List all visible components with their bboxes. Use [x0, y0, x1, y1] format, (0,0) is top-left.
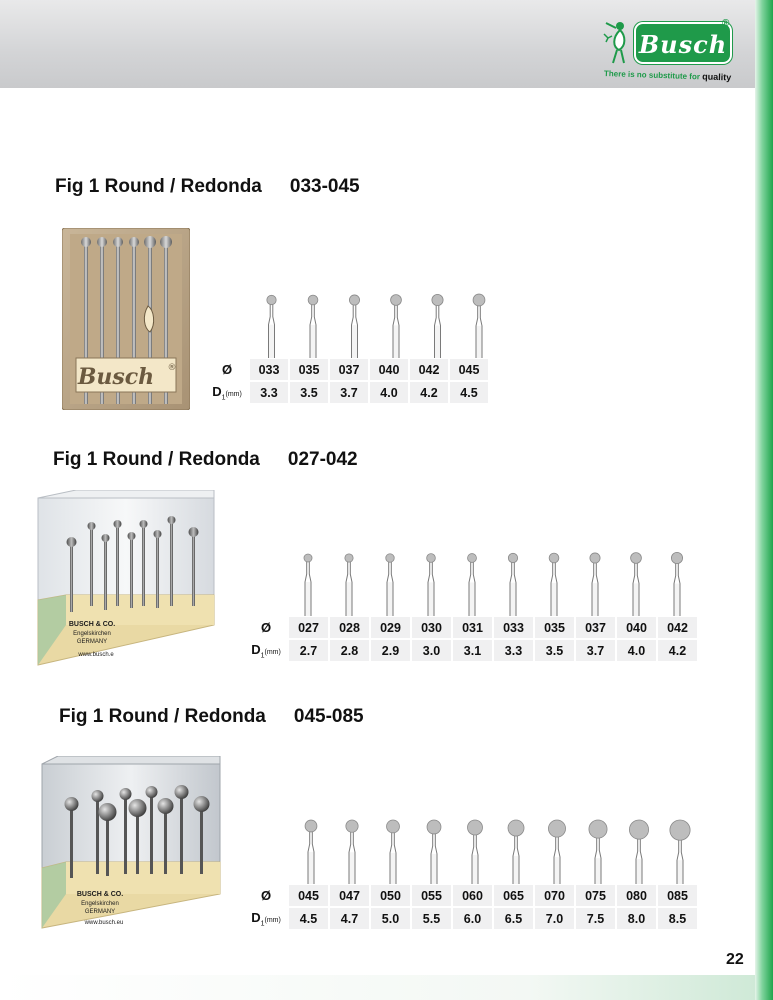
section-1-title-text: Fig 1 Round / Redonda: [55, 176, 262, 197]
bur-shank-fill: [308, 852, 313, 884]
size-row-label: Ø: [245, 885, 287, 906]
photo-label-country: GERMANY: [84, 909, 116, 915]
section-1-range: 033-045: [289, 176, 360, 197]
size-cell: 050: [371, 885, 410, 906]
bur-head: [427, 554, 436, 563]
bur-shank-fill: [435, 326, 440, 358]
section-3-range: 045-085: [293, 706, 364, 727]
bur-042: [671, 552, 682, 616]
bur-027: [304, 554, 312, 616]
bur-head: [670, 820, 690, 840]
bur-shank-fill: [677, 860, 682, 884]
photo-trademark: ®: [167, 363, 177, 373]
bur-head: [305, 820, 317, 832]
size-cell: 042: [658, 617, 697, 638]
size-row: [245, 617, 697, 638]
trademark-symbol: ®: [722, 18, 730, 29]
section-3-title: [59, 706, 364, 728]
bur-shank-fill: [393, 325, 398, 358]
bur-shank-fill: [346, 582, 351, 616]
photo-label-website: www.busch.e: [78, 652, 114, 658]
product-photo-display-box-1: [36, 490, 216, 666]
size-cell: 045: [289, 885, 328, 906]
photo-label-website: www.busch.eu: [84, 920, 124, 926]
brand-badge: [634, 22, 732, 64]
diameter-cell: 6.5: [494, 908, 533, 929]
diameter-cell: 3.5: [290, 382, 328, 403]
bur-diagram-row-1: [252, 280, 502, 358]
bur-head: [549, 553, 559, 563]
bur-shank-fill: [510, 583, 515, 616]
section-1-title: [55, 176, 360, 198]
page-header: [0, 0, 755, 88]
photo-label: Busch: [77, 364, 155, 390]
photo-label-country: GERMANY: [76, 639, 108, 645]
bur-shank-fill: [431, 854, 436, 884]
diameter-cell: 4.7: [330, 908, 369, 929]
diameter-row: [245, 640, 697, 661]
size-cell: 030: [412, 617, 451, 638]
tagline-prefix: There is no substitute for: [603, 69, 701, 82]
size-cell: 060: [453, 885, 492, 906]
bur-shank-fill: [674, 584, 679, 616]
size-cell: 033: [250, 359, 288, 380]
diameter-cell: 6.0: [453, 908, 492, 929]
diameter-cell: 4.5: [450, 382, 488, 403]
diameter-cell: 3.3: [250, 382, 288, 403]
diameter-cell: 3.3: [494, 640, 533, 661]
bur-head: [473, 294, 485, 306]
busch-logo: [600, 18, 750, 84]
size-row: [245, 885, 697, 906]
diameter-cell: 4.2: [658, 640, 697, 661]
bur-045: [305, 820, 317, 884]
section-2-title: [53, 449, 358, 471]
bur-shank-fill: [305, 582, 310, 616]
diameter-row: [206, 382, 488, 403]
bur-085: [670, 820, 690, 884]
bur-head: [304, 554, 312, 562]
diameter-cell: 5.0: [371, 908, 410, 929]
bur-head: [387, 820, 400, 833]
bur-047: [346, 820, 358, 884]
bur-060: [468, 820, 483, 884]
section-2-title-text: Fig 1 Round / Redonda: [53, 449, 260, 470]
bur-042: [432, 294, 443, 358]
bur-head: [346, 820, 358, 832]
bur-033: [267, 295, 276, 358]
bur-035: [308, 295, 318, 358]
photo-label-company: BUSCH & CO.: [76, 891, 124, 898]
bur-head: [629, 820, 648, 839]
size-cell: 031: [453, 617, 492, 638]
size-cell: 037: [576, 617, 615, 638]
diameter-row: [245, 908, 697, 929]
size-cell: 035: [535, 617, 574, 638]
bur-037: [349, 295, 359, 358]
diameter-cell: 4.2: [410, 382, 448, 403]
bur-head: [391, 295, 402, 306]
bur-shank-fill: [428, 582, 433, 616]
diameter-cell: 3.5: [535, 640, 574, 661]
diameter-cell: 7.0: [535, 908, 574, 929]
bur-shank-fill: [269, 325, 274, 358]
tagline-emphasis: quality: [702, 71, 732, 83]
tagline: [604, 68, 732, 82]
diameter-cell: 2.9: [371, 640, 410, 661]
size-cell: 055: [412, 885, 451, 906]
bur-head: [590, 553, 600, 563]
bur-head: [468, 554, 477, 563]
product-photo-display-box-2: [40, 756, 222, 930]
brand-name: Busch: [638, 30, 728, 59]
bur-head: [508, 553, 517, 562]
photo-label-city: Engelskirchen: [73, 631, 111, 637]
bur-shank-fill: [310, 325, 315, 358]
bur-055: [427, 820, 441, 884]
bur-shank-fill: [633, 583, 638, 616]
diameter-cell: 3.1: [453, 640, 492, 661]
diameter-cell: 3.0: [412, 640, 451, 661]
bur-shank-fill: [352, 325, 357, 358]
bur-head: [345, 554, 353, 562]
section-2-range: 027-042: [287, 449, 358, 470]
diameter-row-label: $D_1(mm)$: [245, 908, 287, 929]
product-photo-wooden-stand: [62, 228, 190, 410]
diameter-cell: 2.8: [330, 640, 369, 661]
side-stripe: [755, 0, 773, 1000]
bur-diagram-row-2: [290, 540, 710, 616]
bottom-bar: [0, 975, 755, 1000]
bur-head: [267, 295, 276, 304]
bur-080: [629, 820, 648, 884]
bur-head: [349, 295, 359, 305]
size-row-label: Ø: [206, 359, 248, 380]
diameter-cell: 8.5: [658, 908, 697, 929]
size-cell: 028: [330, 617, 369, 638]
photo-label-company: BUSCH & CO.: [68, 621, 116, 628]
bur-shank-fill: [390, 853, 395, 884]
bur-head: [508, 820, 524, 836]
size-cell: 075: [576, 885, 615, 906]
bur-head: [631, 553, 642, 564]
bur-diagram-row-3: [290, 808, 710, 884]
size-cell: 040: [617, 617, 656, 638]
bur-033: [508, 553, 517, 616]
bur-shank-fill: [349, 852, 354, 884]
spec-table-3: [243, 883, 699, 931]
diameter-row-label: $D_1(mm)$: [206, 382, 248, 403]
bur-045: [473, 294, 485, 358]
bur-head: [386, 554, 394, 562]
size-cell: 065: [494, 885, 533, 906]
bur-037: [590, 553, 600, 616]
photo-label-city: Engelskirchen: [81, 901, 119, 907]
diameter-cell: 3.7: [576, 640, 615, 661]
diameter-cell: 4.0: [617, 640, 656, 661]
bur-shank-fill: [592, 583, 597, 616]
bur-shank-fill: [595, 858, 600, 884]
bur-head: [468, 820, 483, 835]
bur-shank-fill: [636, 859, 641, 884]
diameter-cell: 3.7: [330, 382, 368, 403]
bur-shank-fill: [551, 583, 556, 616]
size-cell: 085: [658, 885, 697, 906]
bur-head: [548, 820, 565, 837]
size-cell: 029: [371, 617, 410, 638]
bur-040: [631, 553, 642, 616]
bur-shank-fill: [387, 582, 392, 616]
bur-head: [671, 552, 682, 563]
size-cell: 033: [494, 617, 533, 638]
diameter-cell: 4.0: [370, 382, 408, 403]
spec-table-2: [243, 615, 699, 663]
bur-030: [427, 554, 436, 616]
size-cell: 027: [289, 617, 328, 638]
bur-shank-fill: [513, 856, 518, 884]
bur-shank-fill: [469, 582, 474, 616]
diameter-cell: 5.5: [412, 908, 451, 929]
stork-icon: [602, 20, 634, 64]
bur-031: [468, 554, 477, 616]
diameter-cell: 7.5: [576, 908, 615, 929]
size-row: [206, 359, 488, 380]
bur-028: [345, 554, 353, 616]
diameter-cell: 8.0: [617, 908, 656, 929]
spec-table-1: [204, 357, 490, 405]
size-cell: 035: [290, 359, 328, 380]
bur-shank-fill: [472, 855, 477, 884]
section-3-title-text: Fig 1 Round / Redonda: [59, 706, 266, 727]
diameter-cell: 4.5: [289, 908, 328, 929]
bur-head: [427, 820, 441, 834]
bur-035: [549, 553, 559, 616]
bur-shank-fill: [476, 326, 481, 358]
size-cell: 070: [535, 885, 574, 906]
size-cell: 045: [450, 359, 488, 380]
bur-040: [391, 295, 402, 358]
bur-050: [387, 820, 400, 884]
size-row-label: Ø: [245, 617, 287, 638]
bur-065: [508, 820, 524, 884]
bur-head: [589, 820, 607, 838]
page-number: 22: [726, 951, 744, 968]
size-cell: 080: [617, 885, 656, 906]
size-cell: 037: [330, 359, 368, 380]
bur-shank-fill: [554, 857, 559, 884]
size-cell: 042: [410, 359, 448, 380]
bur-head: [432, 294, 443, 305]
diameter-cell: 2.7: [289, 640, 328, 661]
diameter-row-label: $D_1(mm)$: [245, 640, 287, 661]
bur-029: [386, 554, 394, 616]
size-cell: 047: [330, 885, 369, 906]
bur-070: [548, 820, 565, 884]
bur-head: [308, 295, 318, 305]
bur-075: [589, 820, 607, 884]
size-cell: 040: [370, 359, 408, 380]
